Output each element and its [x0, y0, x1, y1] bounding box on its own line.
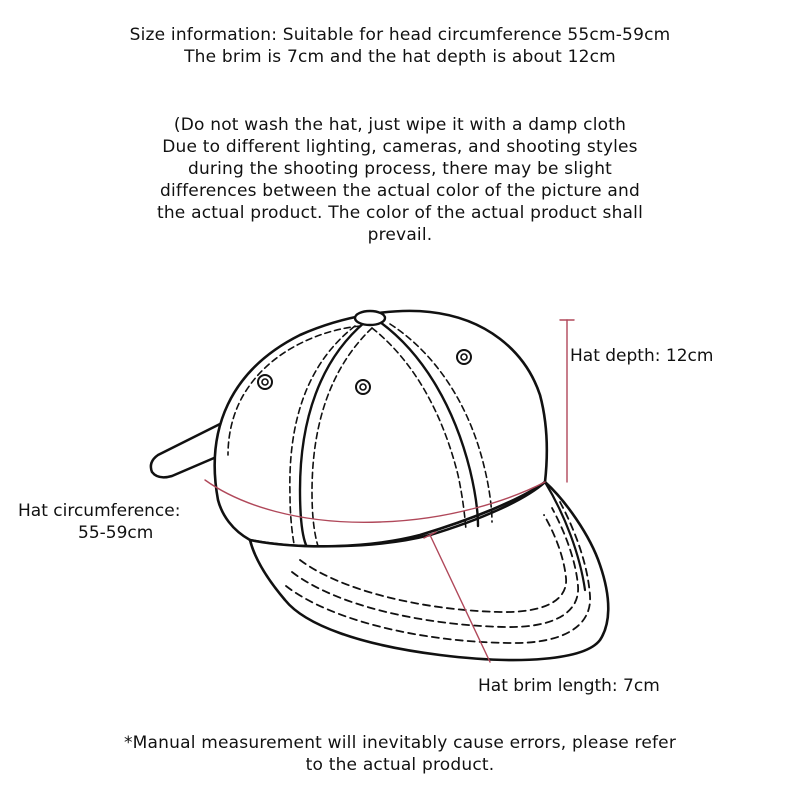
footnote-line-1: *Manual measurement will inevitably cause errors, please refer	[123, 733, 677, 753]
brim-length-label: Hat brim length: 7cm	[478, 676, 660, 696]
circumference-label	[18, 500, 180, 544]
size-line-1: Size information: Suitable for head circumference 55cm-59cm	[129, 25, 671, 45]
care-line-3: during the shooting process, there may be slight	[187, 159, 613, 179]
measurement-footnote	[0, 732, 800, 776]
care-line-4: differences between the actual color of the picture and	[160, 181, 640, 201]
care-line-1: (Do not wash the hat, just wipe it with a damp cloth	[173, 115, 627, 135]
care-line-6: prevail.	[367, 225, 433, 245]
circumference-label-line-1: Hat circumference:	[18, 501, 181, 521]
circumference-label-line-2: 55-59cm	[78, 523, 154, 543]
care-line-5: the actual product. The color of the actual product shall	[156, 203, 644, 223]
top-button	[355, 311, 385, 325]
care-line-2: Due to different lighting, cameras, and shooting styles	[162, 137, 638, 157]
size-line-2: The brim is 7cm and the hat depth is about 12cm	[184, 47, 616, 67]
footnote-line-2: to the actual product.	[305, 755, 495, 775]
depth-label: Hat depth: 12cm	[570, 346, 714, 366]
